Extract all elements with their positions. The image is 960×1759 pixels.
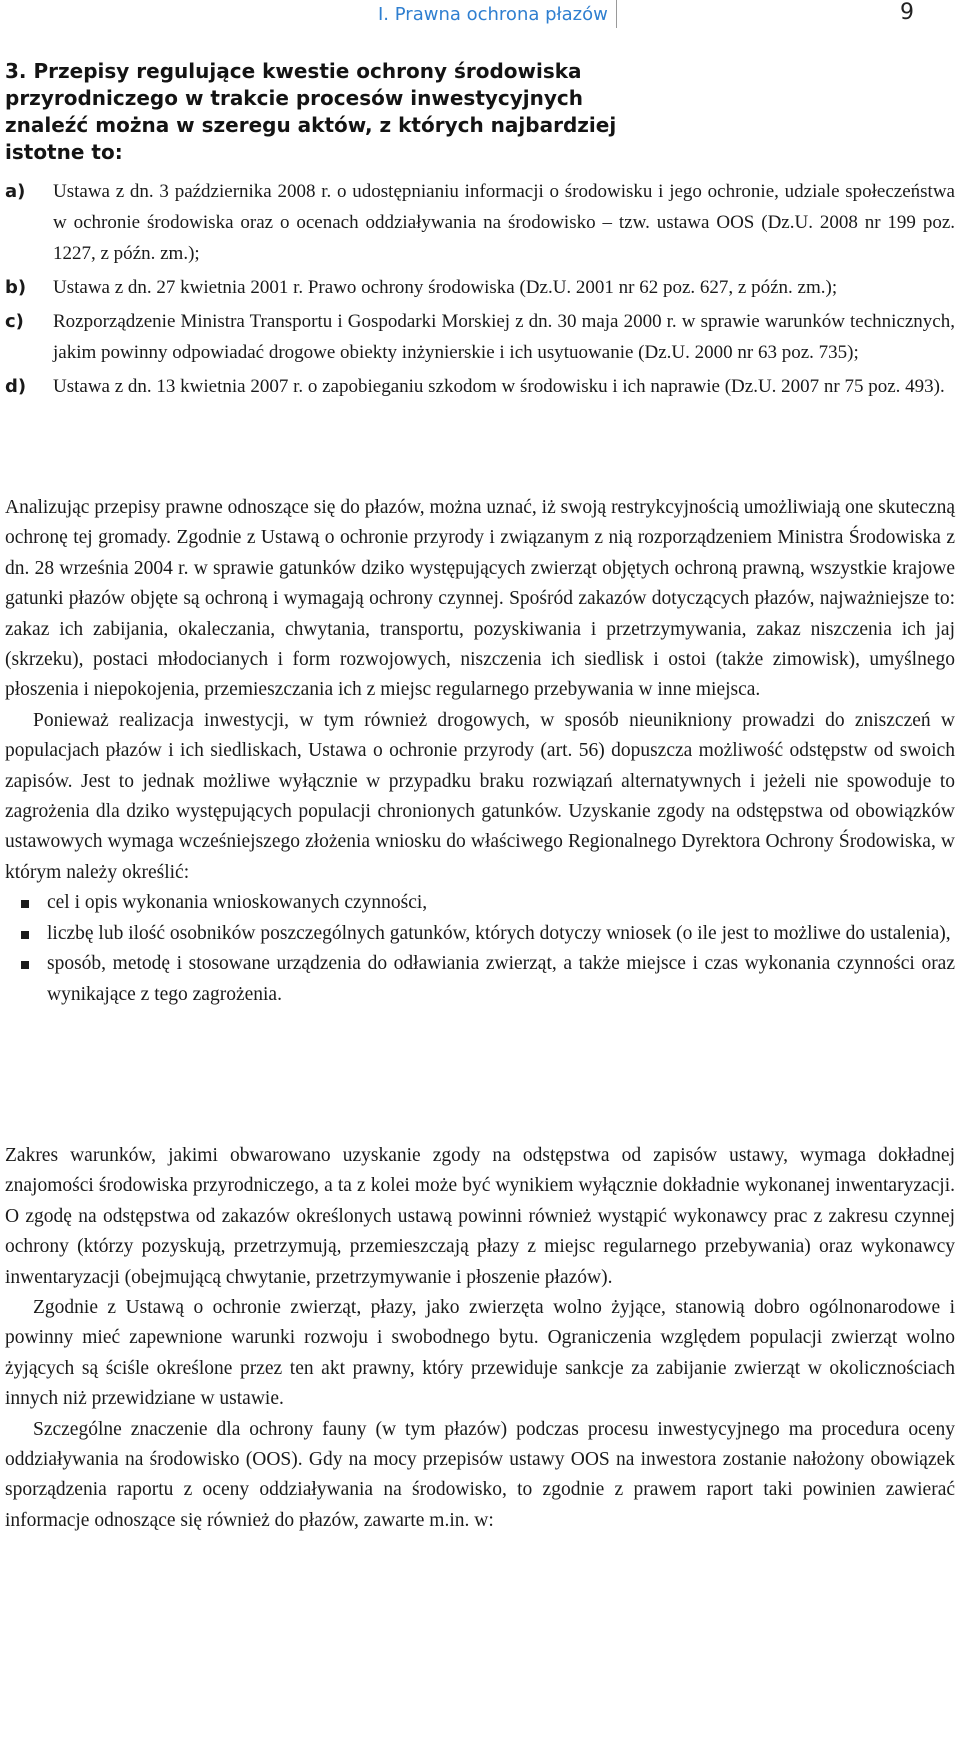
- paragraph: Zgodnie z Ustawą o ochronie zwierząt, płazy, jako zwierzęta wolno żyjące, stanowią dobro ogólnonarodowe i powinny mieć zapewnione warunki rozwoju i swobodnego bytu. Ograniczenia względem populacji zwierząt wolno żyjących są ściśle określone przez ten akt prawny, który przewiduje sankcje za zabijanie zwierząt w okolicznościach innych niż przewidziane w ustawie.: [5, 1297, 955, 1410]
- legal-act-text: Ustawa z dn. 3 października 2008 r. o udostępnianiu informacji o środowisku i jego ochronie, udziale społeczeństwa w ochronie środowiska oraz o ocenach oddziaływania na środowisko – tzw. ustawa OOS (Dz.U. 2008 nr 199 poz. 1227, z późn. zm.);: [53, 181, 955, 264]
- list-letter: c): [5, 311, 24, 332]
- chapter-title: I. Prawna ochrona płazów: [378, 4, 608, 25]
- legal-act-item: [5, 306, 955, 368]
- header-divider: [616, 0, 617, 28]
- bullet-text: sposób, metodę i stosowane urządzenia do odławiania zwierząt, a także miejsce i czas wykonania czynności oraz wynikające z tego zagrożenia.: [47, 953, 955, 1005]
- legal-act-text: Ustawa z dn. 27 kwietnia 2001 r. Prawo ochrony środowiska (Dz.U. 2001 nr 62 poz. 627, z późn. zm.);: [53, 277, 838, 298]
- legal-act-text: Ustawa z dn. 13 kwietnia 2007 r. o zapobieganiu szkodom w środowisku i ich naprawie (Dz.U. 2007 nr 75 poz. 493).: [53, 376, 945, 397]
- running-header: [0, 0, 960, 28]
- bullet-item: [47, 949, 955, 1010]
- bullet-item: [47, 888, 955, 918]
- paragraph: Zakres warunków, jakimi obwarowano uzyskanie zgody na odstępstwa od zapisów ustawy, wymaga dokładnej znajomości środowiska przyrodniczego, a ta z kolei może być wynikiem wyłącznie dokładnie wykonanej inwentaryzacji. O zgodę na odstępstwa od zakazów określonych ustawą powinni również wystąpić wykonawcy prac z zakresu czynnej ochrony (którzy pozyskują, przetrzymują, przemieszczają płazy z miejsc regularnego przebywania) oraz wykonawcy inwentaryzacji (obejmującą chwytanie, przetrzymywanie i płoszenie płazów).: [5, 1145, 955, 1288]
- legal-act-item: [5, 272, 955, 303]
- legal-act-text: Rozporządzenie Ministra Transportu i Gospodarki Morskiej z dn. 30 maja 2000 r. w sprawie warunków technicznych, jakim powinny odpowiadać drogowe obiekty inżynierskie i ich usytuowanie (Dz.U. 2000 nr 63 poz. 735);: [53, 311, 955, 363]
- bullet-text: cel i opis wykonania wnioskowanych czynności,: [47, 892, 428, 914]
- legal-act-item: [5, 371, 955, 402]
- legal-acts-list: [5, 176, 955, 405]
- body-text-block: [5, 1141, 955, 1536]
- bullet-list: [5, 888, 955, 1010]
- square-bullet-icon: [21, 900, 29, 908]
- legal-act-item: [5, 176, 955, 269]
- square-bullet-icon: [21, 931, 29, 939]
- list-letter: b): [5, 277, 27, 298]
- page-number: 9: [900, 0, 914, 25]
- list-letter: a): [5, 181, 26, 202]
- bullet-text: liczbę lub ilość osobników poszczególnych gatunków, których dotyczy wniosek (o ile jest to możliwe do ustalenia),: [47, 922, 951, 944]
- bullet-item: [47, 919, 955, 949]
- paragraph: Analizując przepisy prawne odnoszące się do płazów, można uznać, iż swoją restrykcyjnością umożliwiają one skuteczną ochronę tej gromady. Zgodnie z Ustawą o ochronie przyrody i związanym z nią rozporządzeniem Ministra Środowiska z dn. 28 września 2004 r. w sprawie gatunków dziko występujących zwierząt objętych ochroną prawną, wszystkie krajowe gatunki płazów objęte są ochroną i wymagają ochrony czynnej. Spośród zakazów dotyczących płazów, najważniejsze to: zakaz ich zabijania, okaleczania, chwytania, transportu, pozyskiwania i przetrzymywania, zakaz niszczenia ich jaj (skrzeku), postaci młodocianych i form rozwojowych, niszczenia ich siedlisk i ostoi (także zimowisk), umyślnego płoszenia i niepokojenia, przemieszczania ich z miejsc regularnego przebywania w inne miejsca.: [5, 497, 955, 701]
- paragraph: Szczególne znaczenie dla ochrony fauny (w tym płazów) podczas procesu inwestycyjnego ma procedura oceny oddziaływania na środowisko (OOS). Gdy na mocy przepisów ustawy OOS na inwestora zostanie nałożony obowiązek sporządzenia raportu z oceny oddziaływania na środowisko, to zgodnie z prawem raport taki powinien zawierać informacje odnoszące się również do płazów, zawarte m.in. w:: [5, 1418, 955, 1531]
- square-bullet-icon: [21, 961, 29, 969]
- paragraph: Ponieważ realizacja inwestycji, w tym również drogowych, w sposób nieunikniony prowadzi do zniszczeń w populacjach płazów i ich siedliskach, Ustawa o ochronie przyrody (art. 56) dopuszcza możliwość odstępstw od swoich zapisów. Jest to jednak możliwe wyłącznie w przypadku braku rozwiązań alternatywnych i jeżeli nie spowoduje to zagrożenia dla dziko występujących populacji chronionych gatunków. Uzyskanie zgody na odstępstwa od obowiązków ustawowych wymaga wcześniejszego złożenia wniosku do właściwego Regionalnego Dyrektora Ochrony Środowiska, w którym należy określić:: [5, 709, 955, 883]
- section-heading: 3. Przepisy regulujące kwestie ochrony środowiska przyrodniczego w trakcie procesów inwestycyjnych znaleźć można w szeregu aktów, z których najbardziej istotne to:: [5, 59, 617, 164]
- list-letter: d): [5, 376, 27, 397]
- body-text-block: [5, 493, 955, 1010]
